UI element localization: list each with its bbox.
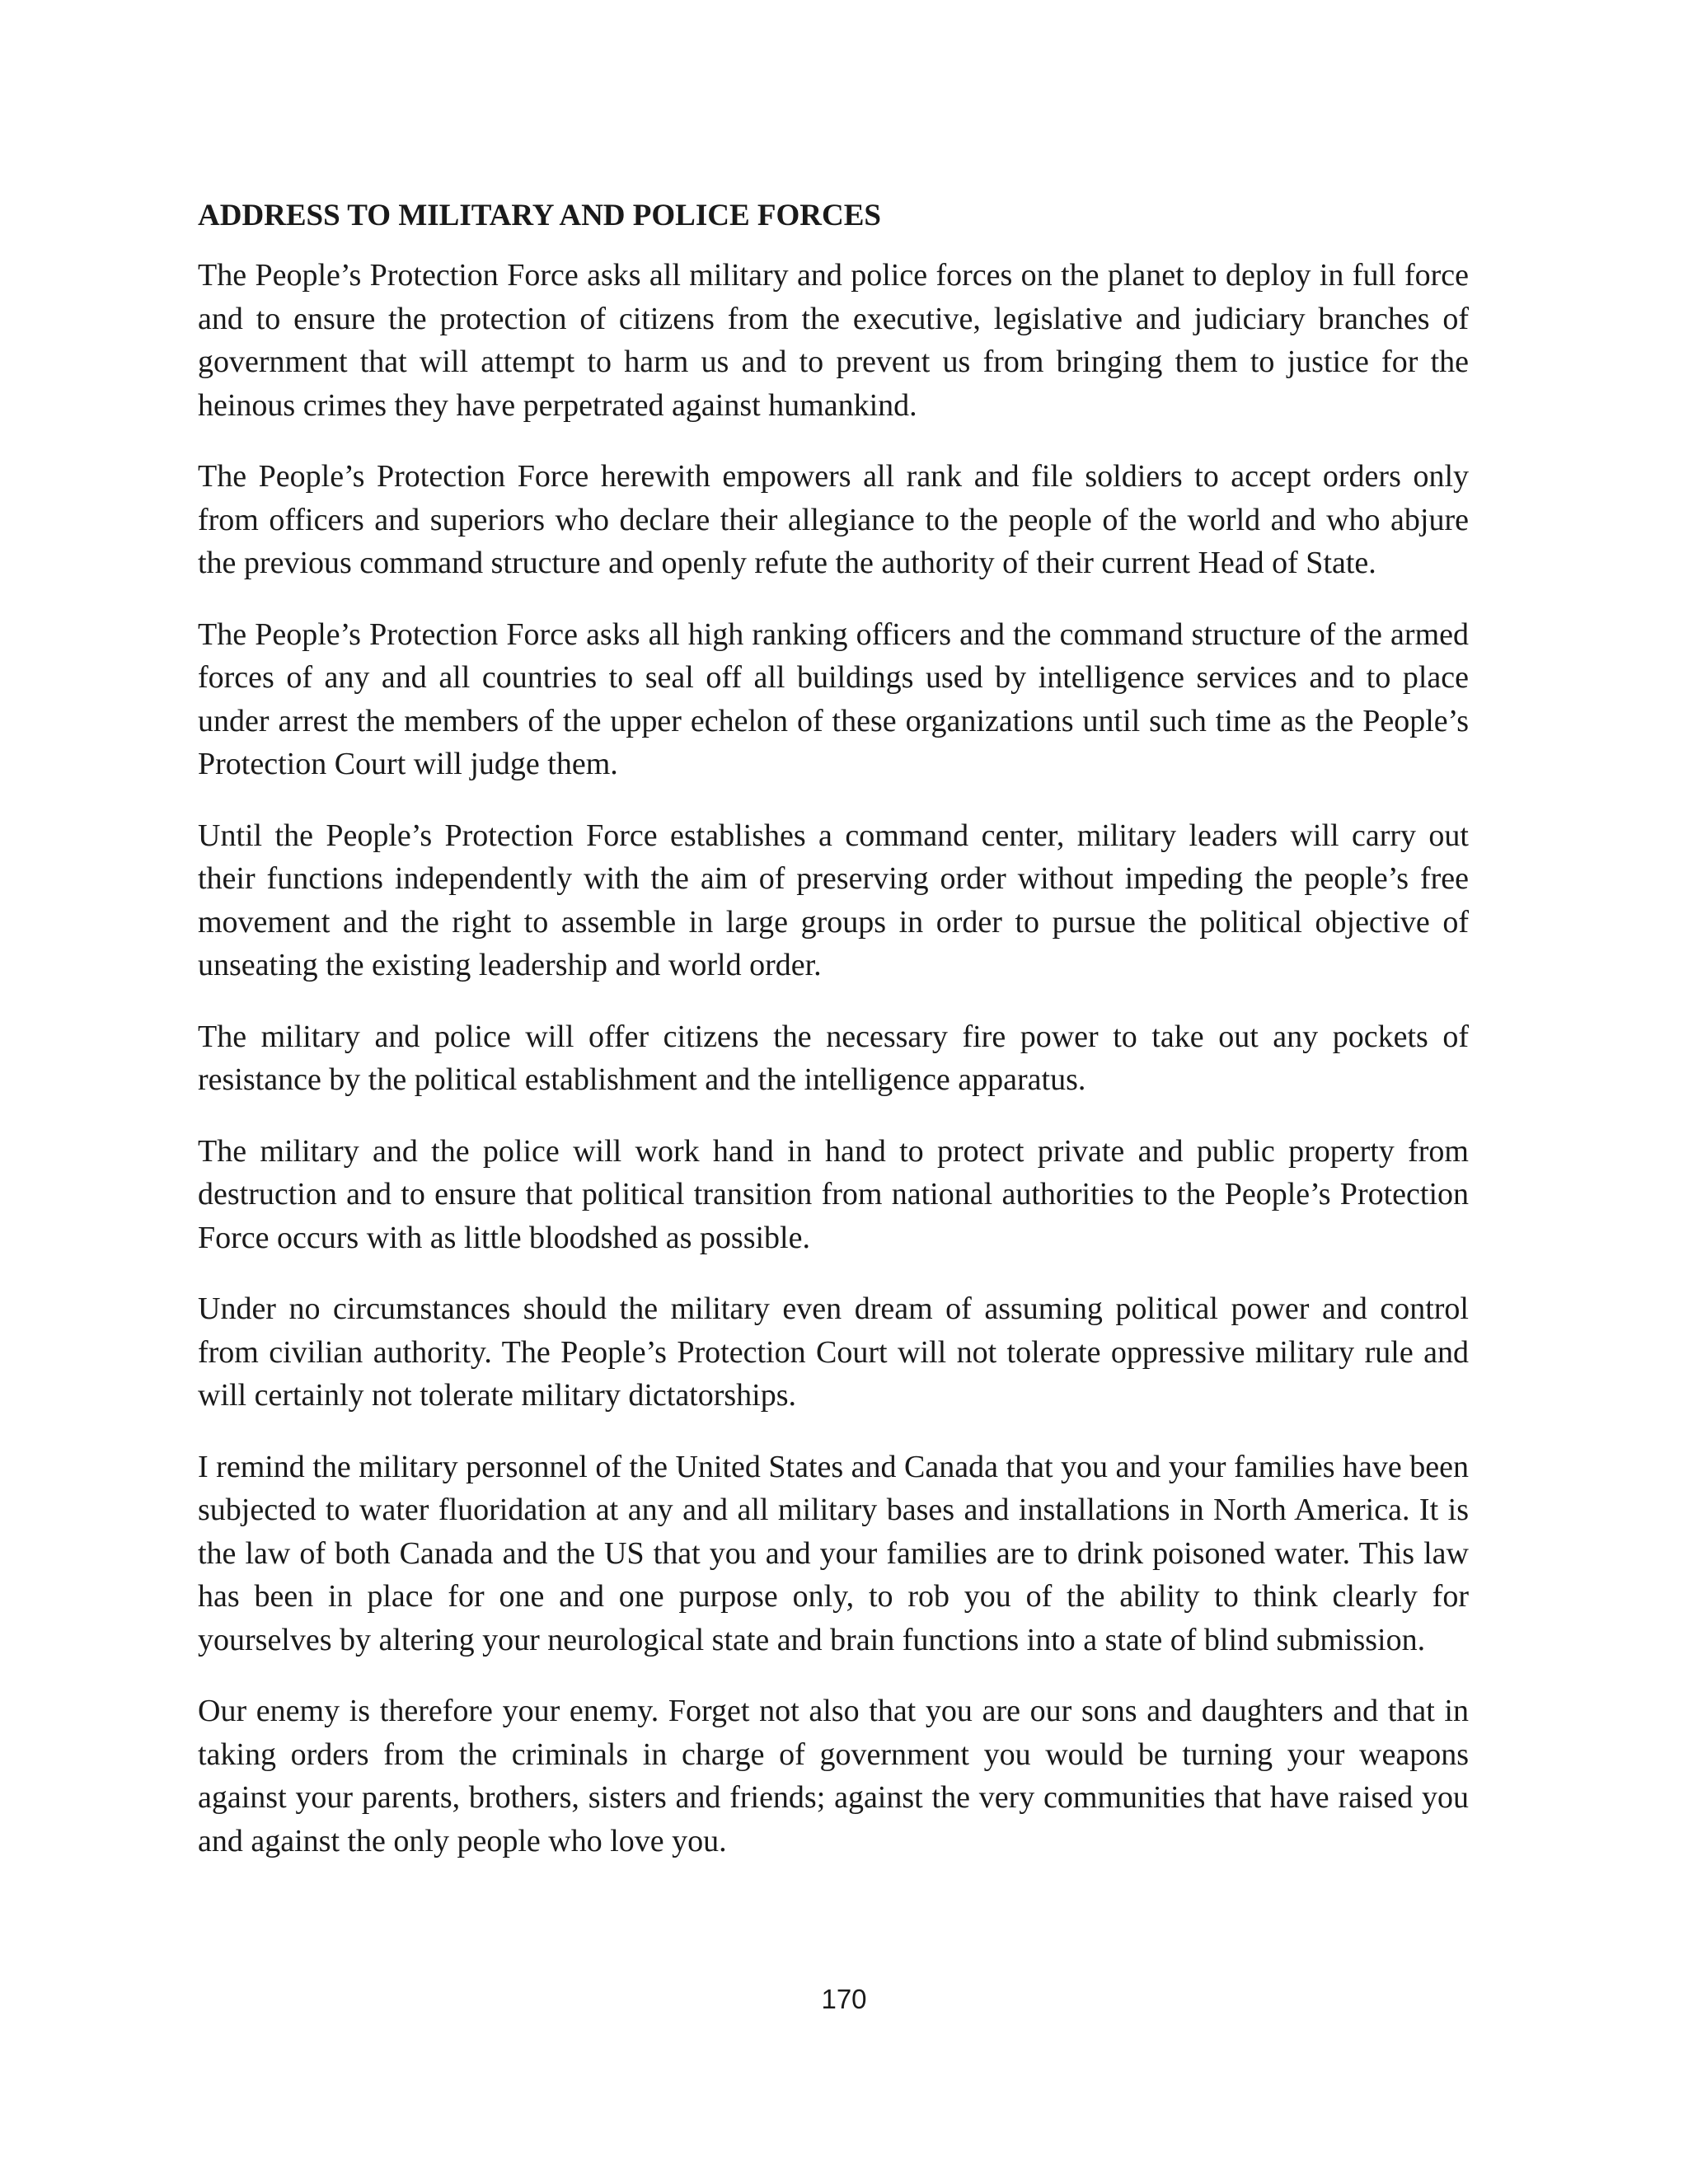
paragraph-3: The People’s Protection Force asks all high ranking officers and the command structure of the armed forces of any and all countries to seal off all buildings used by intelligence services and to place under arrest the members of the upper echelon of these organizations until such time as the People’s Protection Court will judge them.	[198, 616, 1469, 781]
section-heading: ADDRESS TO MILITARY AND POLICE FORCES	[198, 199, 881, 232]
document-page	[198, 194, 1469, 1891]
paragraph-2: The People’s Protection Force herewith empowers all rank and file soldiers to accept orders only from officers and superiors who declare their allegiance to the people of the world and who abjure the previous command structure and openly refute the authority of their current Head of State.	[198, 459, 1469, 580]
page-number: 170	[821, 1984, 867, 2014]
paragraph-4: Until the People’s Protection Force establishes a command center, military leaders will carry out their functions independently with the aim of preserving order without impeding the people’s free movement and the right to assemble in large groups in order to pursue the political objective of unseating the existing leadership and world order.	[198, 818, 1469, 982]
paragraph-6: The military and the police will work hand in hand to protect private and public property from destruction and to ensure that political transition from national authorities to the People’s Protection Force occurs with as little bloodshed as possible.	[198, 1133, 1469, 1255]
paragraph-9: Our enemy is therefore your enemy. Forget not also that you are our sons and daughters and that in taking orders from the criminals in charge of government you would be turning your weapons against your parents, brothers, sisters and friends; against the very communities that have raised you and against the only people who love you.	[198, 1694, 1469, 1858]
paragraph-7: Under no circumstances should the military even dream of assuming political power and control from civilian authority. The People’s Protection Court will not tolerate oppressive military rule and will certainly not tolerate military dictatorships.	[198, 1291, 1469, 1413]
paragraph-8: I remind the military personnel of the United States and Canada that you and your families have been subjected to water fluoridation at any and all military bases and installations in North America. It is the law of both Canada and the US that you and your families are to drink poisoned water. This law has been in place for one and one purpose only, to rob you of the ability to think clearly for yourselves by altering your neurological state and brain functions into a state of blind submission.	[198, 1449, 1469, 1657]
paragraph-1: The People’s Protection Force asks all military and police forces on the planet to deploy in full force and to ensure the protection of citizens from the executive, legislative and judiciary branches of government that will attempt to harm us and to prevent us from bringing them to justice for the heinous crimes they have perpetrated against humankind.	[198, 258, 1469, 423]
paragraph-5: The military and police will offer citizens the necessary fire power to take out any pockets of resistance by the political establishment and the intelligence apparatus.	[198, 1019, 1469, 1097]
